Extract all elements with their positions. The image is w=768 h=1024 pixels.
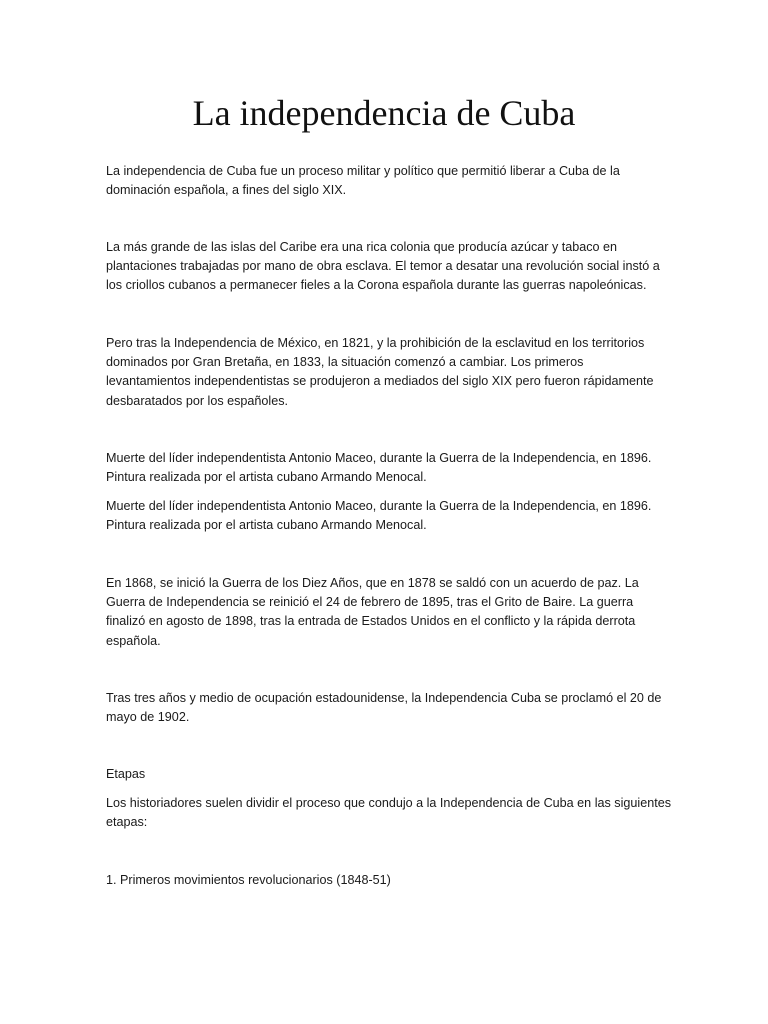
list-item-stage-1: 1. Primeros movimientos revolucionarios (1848-51) — [106, 873, 391, 887]
paragraph-early-uprisings: Pero tras la Independencia de México, en 1821, y la prohibición de la esclavitud en los territorios dominados por Gran Bretaña, en 1833, la situación comenzó a cambiar. Los primeros levantamientos independentistas se produjeron a mediados del siglo XIX pero fueron rápidamente desbaratados por los españoles. — [106, 336, 654, 408]
paragraph-intro: La independencia de Cuba fue un proceso militar y político que permitió liberar a Cuba de la dominación española, a fines del siglo XIX. — [106, 164, 620, 198]
paragraph-wars: En 1868, se inició la Guerra de los Diez Años, que en 1878 se saldó con un acuerdo de paz. La Guerra de Independencia se reinició el 24 de febrero de 1895, tras el Grito de Baire. La guerra finalizó en agosto de 1898, tras la entrada de Estados Unidos en el conflicto y la rápida derrota española. — [106, 576, 639, 648]
paragraph-maceo-caption: Muerte del líder independentista Antonio Maceo, durante la Guerra de la Independencia, en 1896. Pintura realizada por el artista cubano Armando Menocal. — [106, 451, 652, 485]
section-heading-etapas: Etapas — [106, 767, 146, 781]
paragraph-stages-intro: Los historiadores suelen dividir el proceso que condujo a la Independencia de Cuba en las siguientes etapas: — [106, 796, 671, 830]
paragraph-maceo-caption-repeat: Muerte del líder independentista Antonio Maceo, durante la Guerra de la Independencia, en 1896. Pintura realizada por el artista cubano Armando Menocal. — [106, 499, 652, 533]
paragraph-colony: La más grande de las islas del Caribe era una rica colonia que producía azúcar y tabaco en plantaciones trabajadas por mano de obra esclava. El temor a desatar una revolución social instó a los criollos cubanos a permanecer fieles a la Corona española durante las guerras napoleónicas. — [106, 240, 660, 293]
paragraph-proclamation: Tras tres años y medio de ocupación estadounidense, la Independencia Cuba se proclamó el 20 de mayo de 1902. — [106, 691, 662, 725]
page-title: La independencia de Cuba — [192, 93, 576, 133]
